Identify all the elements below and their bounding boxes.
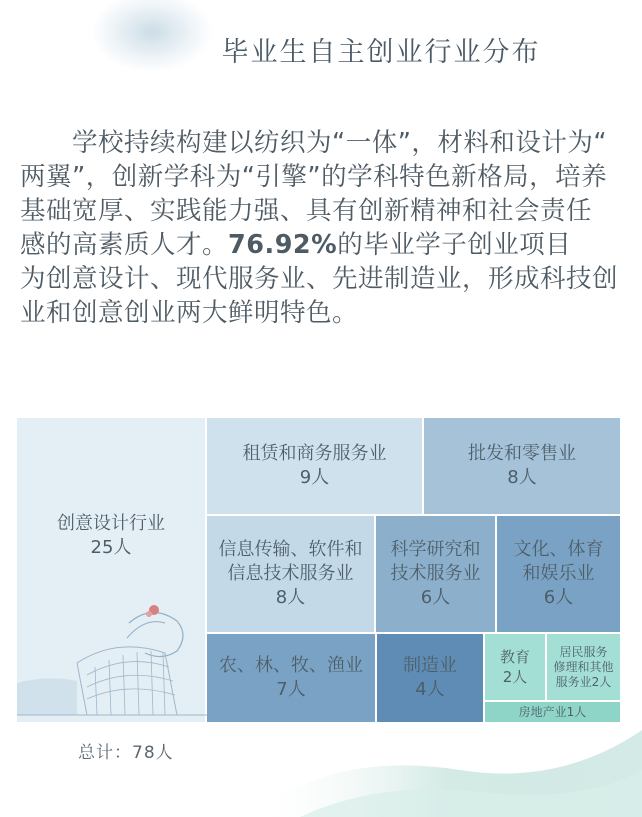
treemap-cell-manufacturing bbox=[377, 634, 485, 724]
cell-name-line: 文化、体育 bbox=[513, 539, 604, 560]
treemap-cell-agriculture bbox=[207, 634, 377, 724]
treemap-cell-leasing-business bbox=[207, 418, 424, 516]
cell-name: 创意设计行业 bbox=[57, 513, 165, 534]
treemap-cell-real-estate bbox=[485, 702, 622, 724]
paragraph-text: 的毕业学子创业项目 bbox=[337, 230, 572, 260]
cell-name: 租赁和商务服务业 bbox=[242, 443, 387, 464]
cell-count: 6人 bbox=[543, 587, 574, 608]
cell-count: 4人 bbox=[415, 679, 445, 700]
cell-name-line: 居民服务 bbox=[559, 644, 608, 659]
cell-name: 农、林、牧、渔业 bbox=[219, 655, 363, 676]
cell-name: 制造业 bbox=[403, 655, 457, 676]
page-title: 毕业生自主创业行业分布 bbox=[221, 37, 541, 68]
cell-count: 25人 bbox=[90, 537, 132, 558]
cell-count: 7人 bbox=[276, 679, 306, 700]
paragraph-line: 为创意设计、现代服务业、先进制造业，形成科技创 bbox=[20, 264, 619, 294]
cell-name-line: 技术服务业 bbox=[390, 563, 481, 584]
cell-name-line: 信息技术服务业 bbox=[227, 563, 354, 584]
cell-count: 8人 bbox=[507, 467, 537, 488]
cell-count: 8人 bbox=[275, 587, 306, 608]
treemap-cell-it-services bbox=[207, 516, 376, 634]
highlight-percent: 76.92% bbox=[228, 230, 338, 260]
paragraph-line: 两翼”，创新学科为“引擎”的学科特色新格局，培养 bbox=[20, 162, 608, 192]
intro-paragraph bbox=[20, 126, 624, 330]
cell-name-line: 信息传输、软件和 bbox=[218, 539, 363, 560]
treemap-cell-creative-design bbox=[17, 418, 207, 724]
cell-count: 2人 bbox=[502, 668, 528, 686]
total-count: 总计：78人 bbox=[78, 743, 174, 763]
treemap-cell-culture-sports bbox=[497, 516, 622, 634]
cell-count: 6人 bbox=[420, 587, 451, 608]
paragraph-line bbox=[20, 228, 624, 262]
cell-name-line: 服务业2人 bbox=[555, 674, 612, 689]
treemap-cell-wholesale-retail bbox=[424, 418, 622, 516]
treemap-cell-research-tech bbox=[376, 516, 497, 634]
cell-name-line: 修理和其他 bbox=[553, 659, 614, 674]
cell-name: 批发和零售业 bbox=[468, 443, 576, 464]
treemap-cell-education bbox=[485, 634, 547, 702]
cell-name: 教育 bbox=[499, 648, 530, 666]
cell-name: 房地产业1人 bbox=[518, 705, 587, 719]
treemap-cell-resident-services bbox=[547, 634, 622, 702]
paragraph-line: 基础宽厚、实践能力强、具有创新精神和社会责任 bbox=[20, 196, 593, 226]
cell-count: 9人 bbox=[299, 467, 330, 488]
cell-name-line: 科学研究和 bbox=[390, 539, 481, 560]
cell-name-line: 和娱乐业 bbox=[522, 563, 595, 584]
industry-treemap bbox=[17, 418, 622, 724]
paragraph-line: 学校持续构建以纺织为“一体”，材料和设计为“ bbox=[72, 128, 608, 158]
paragraph-line: 业和创意创业两大鲜明特色。 bbox=[20, 298, 359, 328]
paragraph-text: 感的高素质人才。 bbox=[20, 230, 229, 260]
